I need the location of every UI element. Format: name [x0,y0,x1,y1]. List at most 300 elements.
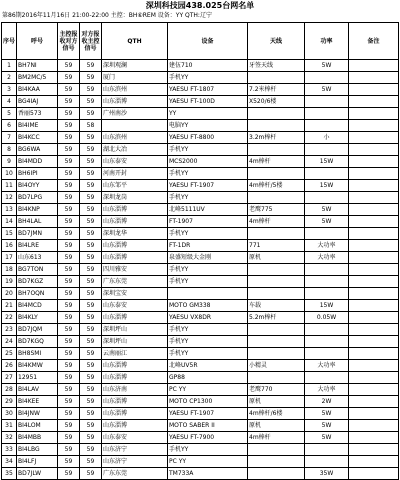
cell-notes [349,252,399,264]
cell-notes [349,300,399,312]
table-row [2,228,399,240]
col-header-antenna: 天线 [248,23,305,60]
cell-equipment: YY [168,108,248,120]
cell-equipment: FT-1DR [168,240,248,252]
cell-notes [349,432,399,444]
cell-host-report: 59 [58,396,80,408]
cell-antenna: 小精灵 [248,360,305,372]
cell-notes [349,264,399,276]
cell-equipment: YAESU VX8DR [168,312,248,324]
cell-power [305,144,349,156]
cell-peer-report: 59 [80,252,102,264]
cell-antenna [248,288,305,300]
cell-peer-report: 59 [80,312,102,324]
cell-notes [349,324,399,336]
cell-notes [349,72,399,84]
cell-qth: 山东淄博 [102,216,168,228]
cell-host-report: 59 [58,132,80,144]
cell-index: 16 [2,240,17,252]
cell-equipment: 手机YY [168,144,248,156]
cell-index: 17 [2,252,17,264]
cell-qth: 山东淄博 [102,408,168,420]
cell-power [305,108,349,120]
cell-power [305,264,349,276]
cell-qth: 深圳坪山 [102,324,168,336]
table-row [2,324,399,336]
cell-qth: 山东淄博 [102,372,168,384]
cell-notes [349,312,399,324]
cell-antenna: 老鹰770 [248,384,305,396]
cell-index: 20 [2,288,17,300]
cell-peer-report: 59 [80,144,102,156]
cell-host-report: 59 [58,216,80,228]
cell-antenna: 原机 [248,396,305,408]
cell-notes [349,420,399,432]
cell-qth: 山东淄博 [102,204,168,216]
cell-qth: 山东济宁 [102,444,168,456]
cell-notes [349,144,399,156]
cell-index: 35 [2,468,17,480]
cell-host-report: 59 [58,372,80,384]
cell-qth: 山东淄博 [102,252,168,264]
table-row [2,120,399,132]
cell-notes [349,456,399,468]
cell-antenna [248,168,305,180]
cell-peer-report: 59 [80,192,102,204]
cell-antenna [248,264,305,276]
cell-index: 24 [2,336,17,348]
cell-host-report: 59 [58,168,80,180]
cell-power: 小 [305,132,349,144]
cell-callsign: BI4JNW [17,408,58,420]
cell-antenna: 4m棒杆 [248,216,305,228]
table-row [2,156,399,168]
cell-antenna [248,456,305,468]
cell-host-report: 59 [58,144,80,156]
cell-index: 31 [2,420,17,432]
cell-equipment: 手机YY [168,264,248,276]
cell-peer-report: 59 [80,372,102,384]
table-row [2,468,399,480]
cell-equipment: YAESU FT-7900 [168,432,248,444]
cell-antenna: 5.2m棒杆 [248,312,305,324]
cell-peer-report: 59 [80,156,102,168]
cell-antenna: 4m棒杆 [248,156,305,168]
cell-equipment: MCS2000 [168,156,248,168]
cell-index: 34 [2,456,17,468]
cell-host-report: 59 [58,336,80,348]
cell-equipment: 手机YY [168,168,248,180]
cell-callsign: BH4LAL [17,216,58,228]
cell-callsign: BG7TON [17,264,58,276]
cell-index: 18 [2,264,17,276]
cell-qth: 山东淄博 [102,96,168,108]
cell-qth: 山东泰安 [102,300,168,312]
cell-notes [349,396,399,408]
cell-antenna [248,192,305,204]
cell-power: 5W [305,420,349,432]
cell-equipment: YAESU FT-100D [168,96,248,108]
cell-power: 大功率 [305,252,349,264]
cell-antenna: 原机 [248,252,305,264]
cell-notes [349,60,399,72]
cell-index: 19 [2,276,17,288]
table-row [2,204,399,216]
cell-index: 28 [2,384,17,396]
cell-power: 5W [305,60,349,72]
cell-equipment [168,288,248,300]
cell-notes [349,120,399,132]
cell-qth: 湖北大冶 [102,144,168,156]
table-row [2,372,399,384]
cell-power: 5W [305,216,349,228]
cell-antenna [248,120,305,132]
cell-qth: 厦门 [102,72,168,84]
cell-peer-report: 59 [80,324,102,336]
cell-qth: 山东淄博 [102,396,168,408]
table-row [2,300,399,312]
cell-index: 8 [2,144,17,156]
cell-power: 5W [305,432,349,444]
cell-qth: 山东泰安 [102,432,168,444]
cell-notes [349,216,399,228]
cell-power [305,288,349,300]
cell-notes [349,180,399,192]
table-row [2,180,399,192]
cell-antenna [248,468,305,480]
cell-qth [102,120,168,132]
cell-host-report: 59 [58,264,80,276]
cell-power [305,168,349,180]
table-row [2,348,399,360]
cell-equipment: PC YY [168,456,248,468]
cell-antenna: 4m棒杆 [248,432,305,444]
cell-qth: 广东东莞 [102,276,168,288]
sheet-subtitle: 第86期2016年11月16日 21:00-22:00 主控：BH⑥REM 设备：YY QTH:辽宁 [2,12,212,19]
cell-power [305,336,349,348]
table-row [2,288,399,300]
table-row [2,108,399,120]
cell-callsign: BI4KMW [17,360,58,372]
cell-antenna [248,228,305,240]
table-row [2,456,399,468]
cell-antenna: 原机 [248,420,305,432]
table-row [2,408,399,420]
table-row [2,360,399,372]
cell-antenna: 牙签天线 [248,60,305,72]
cell-equipment: MOTO CP1300 [168,396,248,408]
cell-peer-report: 59 [80,408,102,420]
cell-notes [349,372,399,384]
cell-host-report: 59 [58,120,80,132]
cell-callsign: 香丽573 [17,108,58,120]
cell-index: 21 [2,300,17,312]
cell-power: 5W [305,408,349,420]
cell-host-report: 59 [58,456,80,468]
cell-host-report: 59 [58,96,80,108]
cell-qth: 广州南沙 [102,108,168,120]
cell-antenna: 4m棒杆/6楼 [248,408,305,420]
cell-index: 9 [2,156,17,168]
cell-qth: 山东淄博 [102,420,168,432]
cell-antenna [248,108,305,120]
cell-callsign: BM2MC/5 [17,72,58,84]
cell-callsign: BI4MCD [17,300,58,312]
cell-notes [349,360,399,372]
cell-host-report: 59 [58,288,80,300]
cell-callsign: BI4OYY [17,180,58,192]
col-header-qth: QTH [102,23,168,60]
cell-host-report: 59 [58,180,80,192]
cell-equipment: 北峰5111UV [168,204,248,216]
cell-qth: 河南开封 [102,168,168,180]
cell-antenna: X520/6楼 [248,96,305,108]
cell-callsign: BI4IME [17,120,58,132]
cell-notes [349,408,399,420]
table-row [2,420,399,432]
cell-qth: 山东泰安 [102,156,168,168]
cell-index: 11 [2,180,17,192]
table-row [2,168,399,180]
cell-equipment: 手机YY [168,348,248,360]
cell-host-report: 59 [58,360,80,372]
cell-index: 26 [2,360,17,372]
cell-power: 15W [305,180,349,192]
cell-index: 23 [2,324,17,336]
cell-power: 2W [305,396,349,408]
cell-callsign: BI4MDD [17,156,58,168]
table-row [2,96,399,108]
cell-host-report: 59 [58,384,80,396]
cell-callsign: BD7LPG [17,192,58,204]
cell-equipment: TM733A [168,468,248,480]
cell-peer-report: 59 [80,276,102,288]
table-row [2,312,399,324]
cell-index: 25 [2,348,17,360]
cell-power [305,120,349,132]
cell-index: 4 [2,96,17,108]
cell-peer-report: 59 [80,204,102,216]
cell-callsign: 山东613 [17,252,58,264]
cell-antenna [248,348,305,360]
cell-host-report: 59 [58,420,80,432]
cell-callsign: BI4LRE [17,240,58,252]
cell-antenna: 3.2m棒杆 [248,132,305,144]
cell-peer-report: 59 [80,456,102,468]
cell-host-report: 59 [58,432,80,444]
cell-power: 大功率 [305,240,349,252]
cell-host-report: 59 [58,408,80,420]
table-row [2,144,399,156]
cell-equipment: 泉盛短级大金刚 [168,252,248,264]
cell-antenna [248,72,305,84]
table-row [2,396,399,408]
cell-notes [349,240,399,252]
cell-power [305,372,349,384]
roster-table [1,22,399,480]
cell-equipment: MOTO GM338 [168,300,248,312]
cell-callsign: BI4KLY [17,312,58,324]
cell-index: 13 [2,204,17,216]
cell-equipment: 北峰UV5R [168,360,248,372]
cell-equipment: MOTO SABER II [168,420,248,432]
cell-power [305,276,349,288]
sheet-title: 深圳科技园438.025台网名单 [145,1,255,10]
cell-antenna: 771 [248,240,305,252]
cell-qth: 山东滨州 [102,132,168,144]
cell-host-report: 59 [58,156,80,168]
col-header-power: 功率 [305,23,349,60]
cell-peer-report: 59 [80,444,102,456]
cell-peer-report: 58 [80,120,102,132]
cell-peer-report: 59 [80,396,102,408]
cell-peer-report: 59 [80,84,102,96]
cell-host-report: 59 [58,240,80,252]
cell-index: 3 [2,84,17,96]
col-header-host-report: 主控报收对方信号 [58,23,80,60]
cell-peer-report: 59 [80,180,102,192]
cell-peer-report: 59 [80,96,102,108]
col-header-notes: 备注 [349,23,399,60]
cell-qth: 山东滨州 [102,84,168,96]
cell-callsign: BG6WA [17,144,58,156]
cell-peer-report: 59 [80,420,102,432]
table-row [2,432,399,444]
cell-peer-report: 59 [80,216,102,228]
table-row [2,72,399,84]
cell-equipment: 手机YY [168,72,248,84]
table-row [2,84,399,96]
cell-power: 15W [305,156,349,168]
cell-antenna [248,444,305,456]
cell-peer-report: 59 [80,336,102,348]
cell-notes [349,276,399,288]
table-row [2,192,399,204]
cell-callsign: BI4KAA [17,84,58,96]
cell-equipment: 手机YY [168,444,248,456]
cell-callsign: BD7JLW [17,468,58,480]
cell-equipment: 建伍710 [168,60,248,72]
cell-equipment: PC YY [168,384,248,396]
table-header-row [2,23,399,60]
cell-equipment: YAESU FT-1807 [168,84,248,96]
table-row [2,444,399,456]
cell-index: 6 [2,120,17,132]
cell-index: 22 [2,312,17,324]
cell-peer-report: 59 [80,60,102,72]
cell-callsign: BG4IAJ [17,96,58,108]
cell-callsign: BD7KGZ [17,276,58,288]
cell-callsign: BI4LOM [17,420,58,432]
cell-index: 33 [2,444,17,456]
cell-index: 27 [2,372,17,384]
col-header-callsign: 呼号 [17,23,58,60]
cell-antenna: 4m棒杆/5楼 [248,180,305,192]
cell-host-report: 59 [58,228,80,240]
cell-qth: 山东淄博 [102,312,168,324]
cell-notes [349,192,399,204]
cell-notes [349,96,399,108]
table-row [2,132,399,144]
cell-host-report: 59 [58,276,80,288]
cell-antenna [248,276,305,288]
cell-qth: 四川雅安 [102,264,168,276]
cell-notes [349,288,399,300]
cell-callsign: BI4KEE [17,396,58,408]
col-header-equipment: 设备 [168,23,248,60]
cell-host-report: 59 [58,204,80,216]
col-header-peer-report: 对方报收主控信号 [80,23,102,60]
cell-callsign: BI4KCC [17,132,58,144]
cell-index: 5 [2,108,17,120]
cell-power: 大功率 [305,360,349,372]
cell-host-report: 59 [58,252,80,264]
cell-peer-report: 59 [80,132,102,144]
cell-qth: 山东济南 [102,384,168,396]
cell-qth: 山东邹平 [102,180,168,192]
cell-index: 32 [2,432,17,444]
cell-equipment: 手机YY [168,324,248,336]
cell-callsign: BD7KGQ [17,336,58,348]
cell-antenna: 老鹰775 [248,204,305,216]
cell-peer-report: 59 [80,72,102,84]
table-row [2,252,399,264]
cell-notes [349,468,399,480]
cell-host-report: 59 [58,468,80,480]
cell-antenna [248,336,305,348]
cell-power: 大功率 [305,384,349,396]
col-header-index: 序号 [2,23,17,60]
table-body [2,60,399,480]
cell-qth: 云南丽江 [102,348,168,360]
cell-antenna [248,144,305,156]
cell-callsign: BD7JQM [17,324,58,336]
cell-host-report: 59 [58,84,80,96]
cell-host-report: 59 [58,72,80,84]
cell-antenna: 车载 [248,300,305,312]
cell-equipment: FT-1907 [168,216,248,228]
cell-callsign: BH6IPI [17,168,58,180]
cell-power [305,228,349,240]
cell-callsign: BI4LAV [17,384,58,396]
cell-antenna [248,324,305,336]
cell-index: 30 [2,408,17,420]
cell-index: 12 [2,192,17,204]
cell-host-report: 59 [58,324,80,336]
cell-index: 1 [2,60,17,72]
cell-power: 15W [305,300,349,312]
cell-host-report: 59 [58,300,80,312]
cell-notes [349,204,399,216]
cell-qth: 山东淄博 [102,360,168,372]
cell-power [305,444,349,456]
cell-qth: 深圳龙华 [102,228,168,240]
cell-power: 5W [305,84,349,96]
cell-callsign: BI4MBB [17,432,58,444]
cell-peer-report: 59 [80,168,102,180]
cell-peer-report: 59 [80,360,102,372]
cell-qth: 山东淄博 [102,240,168,252]
cell-power [305,456,349,468]
table-row [2,60,399,72]
table-row [2,264,399,276]
cell-equipment: YAESU FT-1907 [168,408,248,420]
cell-qth: 深圳龙岗 [102,192,168,204]
cell-equipment: YAESU FT-8800 [168,132,248,144]
cell-equipment: 电脑YY [168,120,248,132]
cell-host-report: 59 [58,192,80,204]
cell-qth: 深圳宝安 [102,288,168,300]
